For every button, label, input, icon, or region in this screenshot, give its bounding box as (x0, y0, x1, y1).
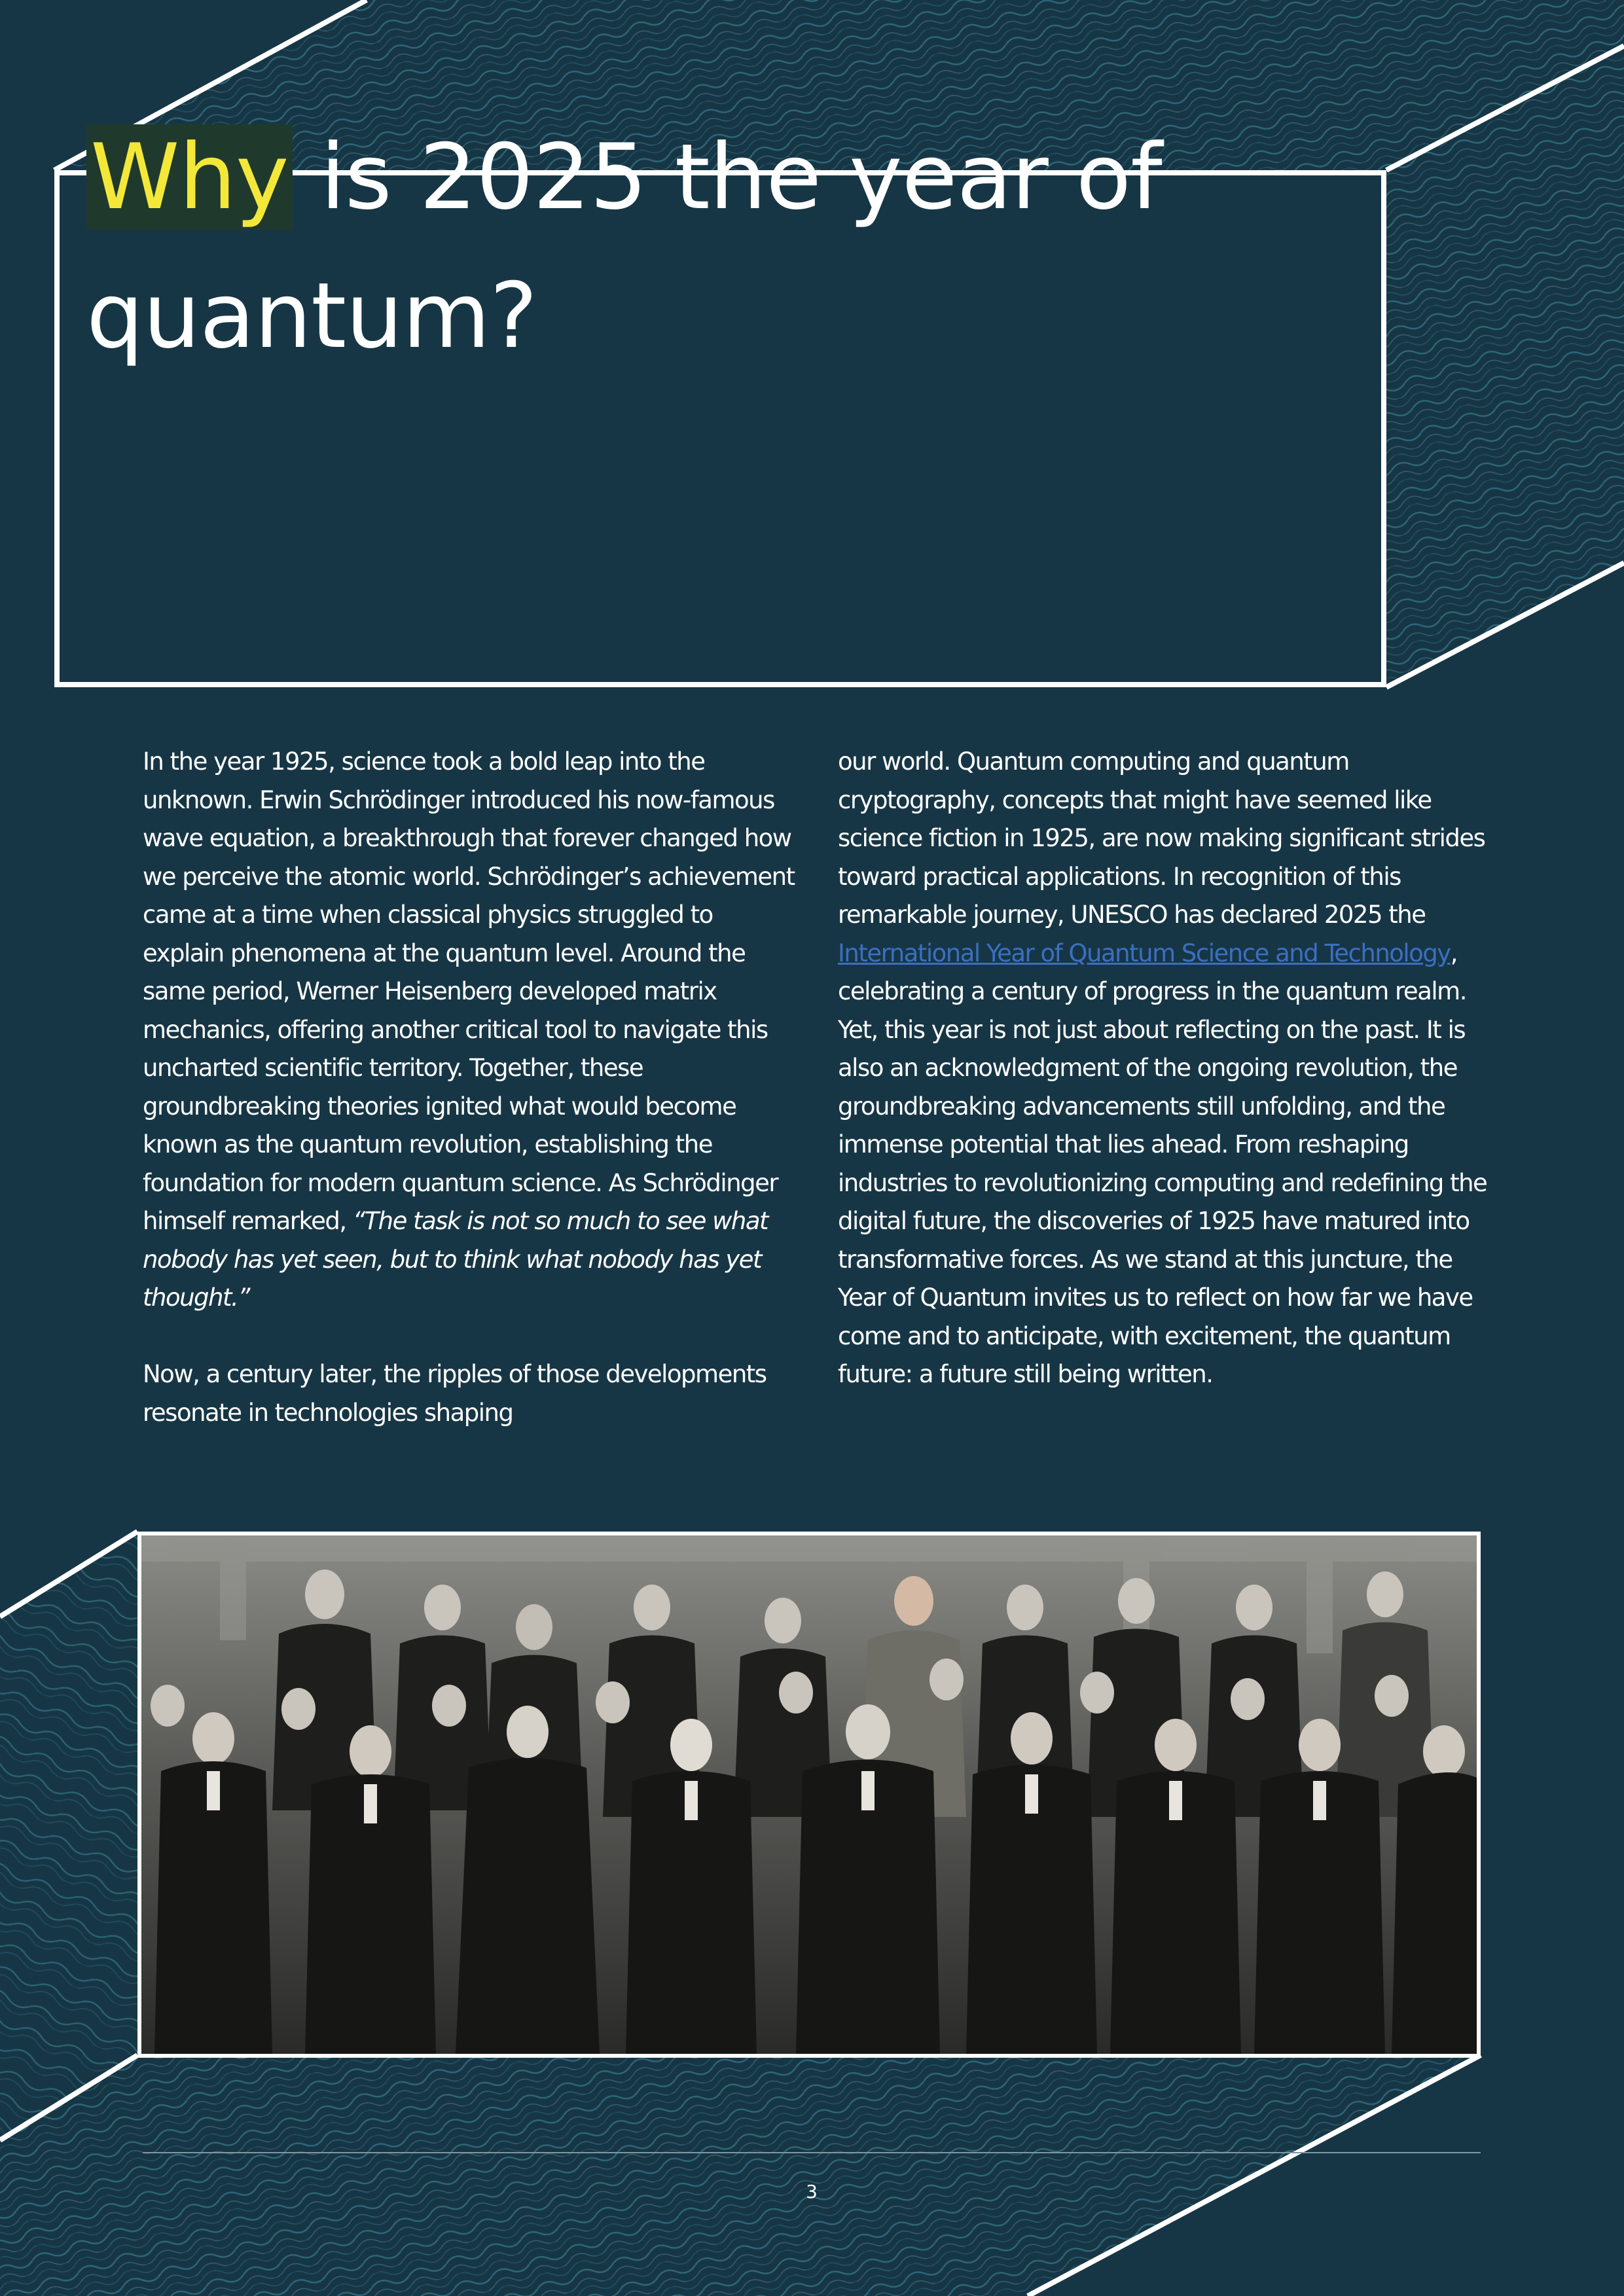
iyq-link[interactable]: International Year of Quantum Science and Technology (838, 939, 1451, 967)
page-title (86, 108, 1297, 386)
body-paragraph-2: Now, a century later, the ripples of those developments resonate in technologies shaping (143, 1360, 767, 1427)
left-wave-texture (0, 1532, 137, 2140)
title-highlight: Why (86, 124, 293, 230)
paragraph-text: In the year 1925, science took a bold leap into the unknown. Erwin Schrödinger introduced his now-famous wave equation, a breakthrough that forever changed how we perceive the atomic world. Schrödinger’s achievement came at a time when classical physics struggled to explain phenomena at the quantum level. Around the same period, Werner Heisenberg developed matrix mechanics, offering another critical tool to navigate this uncharted scientific territory. Together, these groundbreaking theories ignited what would become known as the quantum revolution, establishing the foundation for modern quantum science. As Schrödinger himself remarked, (143, 747, 795, 1235)
body-paragraph-3 (838, 743, 1492, 1394)
footer-rule (143, 2152, 1481, 2153)
title-rest: is 2025 the year of quantum? (86, 124, 1162, 368)
right-column (838, 743, 1492, 1394)
body-paragraph (143, 743, 797, 1318)
historical-group-photo (137, 1532, 1481, 2058)
paragraph-text: our world. Quantum computing and quantum cryptography, concepts that might have seemed like science fiction in 1925, are now making significant strides toward practical applications. In recognition of this remarkable journey, UNESCO has declared 2025 the (838, 747, 1485, 929)
paragraph-text: , celebrating a century of progress in the quantum realm. Yet, this year is not just about reflecting on the past. It is also an acknowledgment of the ongoing revolution, the groundbreaking advancements still unfolding, and the immense potential that lies ahead. From reshaping industries to revolutionizing computing and redefining the digital future, the discoveries of 1925 have matured into transformative forces. As we stand at this juncture, the Year of Quantum invites us to reflect on how far we have come and to anticipate, with excitement, the quantum future: a future still being written. (838, 939, 1487, 1388)
group-photo-illustration (141, 1535, 1477, 2054)
page-number: 3 (806, 2181, 818, 2202)
left-column (143, 743, 797, 1432)
schrodinger-quote: “The task is not so much to see what nobody has yet seen, but to think what nobody has yet thought.” (143, 1207, 768, 1312)
